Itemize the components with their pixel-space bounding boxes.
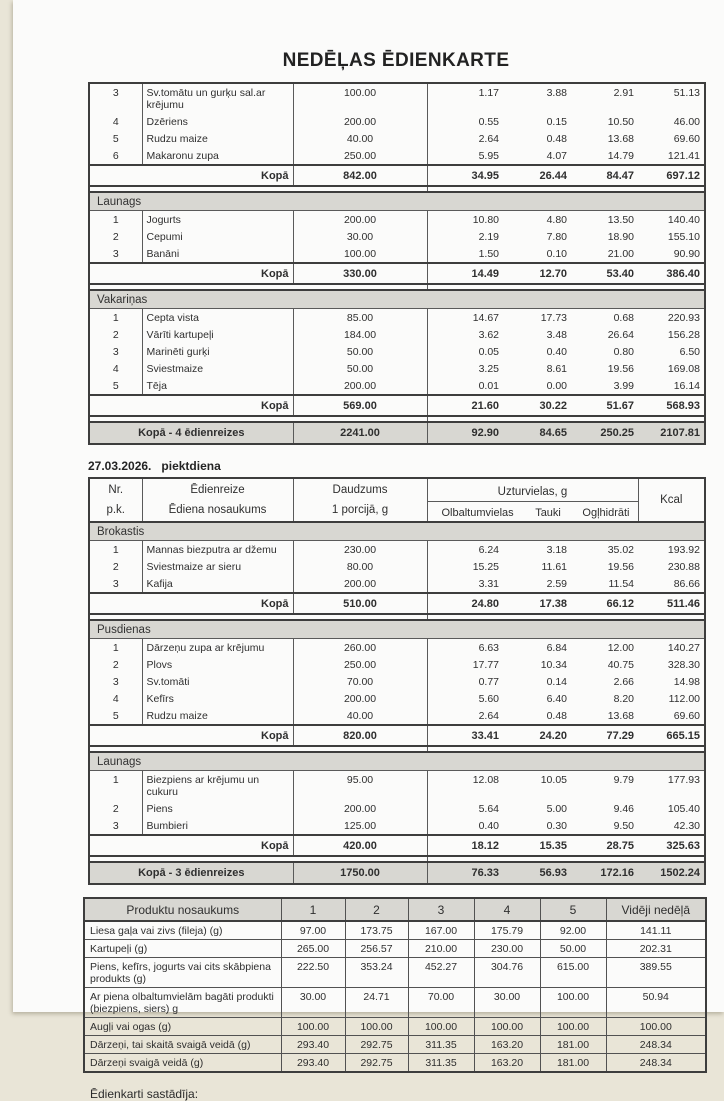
header-protein: Olbaltumvielas (441, 506, 514, 519)
product-day-2: 256.57 (345, 940, 408, 958)
menu-item-row: 3 Bumbieri 125.00 0.40 0.30 9.50 42.30 (89, 817, 705, 835)
item-kcal: 121.41 (667, 150, 700, 162)
product-row (84, 940, 706, 958)
section-rows-pusdienas (89, 639, 705, 726)
section-rows-launags (89, 211, 705, 264)
item-fat: 4.07 (546, 150, 567, 162)
product-day-3: 452.27 (408, 958, 474, 988)
item-name: Rudzu maize (142, 130, 293, 147)
product-name: Dārzeņi, tai skaitā svaigā veidā (g) (84, 1036, 281, 1054)
product-day-1: 293.40 (281, 1054, 345, 1073)
menu-item-row: 5 Rudzu maize 40.00 2.64 0.48 13.68 69.60 (89, 707, 705, 725)
date-value: 27.03.2026. (88, 459, 152, 473)
menu-item-row (89, 130, 705, 147)
section-total-row: Kopā 420.00 18.12 15.35 28.75 325.63 (89, 835, 705, 856)
header-nr: Nr. p.k. (89, 478, 142, 522)
menu-item-row: 2 Sviestmaize ar sieru 80.00 15.25 11.61 19.56 230.88 (89, 558, 705, 575)
menu-item-row: 4 Sviestmaize 50.00 3.25 8.61 19.56 169.08 (89, 360, 705, 377)
document-page (13, 0, 724, 1101)
menu-item-row: 3 Sv.tomāti 70.00 0.77 0.14 2.66 14.98 (89, 673, 705, 690)
product-day-4: 100.00 (474, 1018, 540, 1036)
product-row (84, 1018, 706, 1036)
item-kcal: 51.13 (673, 87, 700, 99)
product-name: Augļi vai ogas (g) (84, 1018, 281, 1036)
products-rows (84, 921, 706, 1072)
menu-table-friday (88, 477, 706, 885)
item-name: Dzēriens (142, 113, 293, 130)
product-day-1: 222.50 (281, 958, 345, 988)
product-day-3: 311.35 (408, 1054, 474, 1073)
section-total-row: Kopā 842.00 34.95 26.44 84.47 697.12 (89, 165, 705, 186)
item-kcal: 69.60 (673, 133, 700, 145)
product-day-2: 173.75 (345, 921, 408, 940)
section-label: Pusdienas (89, 620, 705, 639)
day-3-header: 3 (408, 898, 474, 921)
day-total-label: Kopā - 4 ēdienreizes (89, 422, 293, 444)
product-day-4: 30.00 (474, 988, 540, 1018)
menu-item-row (89, 83, 705, 113)
product-name: Kartupeļi (g) (84, 940, 281, 958)
header-fat: Tauki (535, 506, 561, 519)
item-carbs: 10.50 (607, 116, 634, 128)
item-nr: 3 (89, 83, 142, 113)
menu-item-row: 2 Vārīti kartupeļi 184.00 3.62 3.48 26.64 156.28 (89, 326, 705, 343)
menu-item-row: 3 Banāni 100.00 1.50 0.10 21.00 90.90 (89, 245, 705, 263)
section-label: Launags (89, 752, 705, 771)
product-day-5: 615.00 (540, 958, 606, 988)
section-total-row: Kopā 820.00 33.41 24.20 77.29 665.15 (89, 725, 705, 746)
table-header-row (89, 478, 705, 522)
page-title: NEDĒĻAS ĒDIENKARTE (282, 50, 510, 71)
product-weekly-avg: 389.55 (606, 958, 706, 988)
item-carbs: 2.91 (613, 87, 634, 99)
section-total-row: Kopā 510.00 24.80 17.38 66.12 511.46 (89, 593, 705, 614)
products-header-row (84, 898, 706, 921)
item-protein: 2.64 (478, 133, 499, 145)
item-nr: 4 (89, 113, 142, 130)
section-label: Brokastis (89, 522, 705, 541)
item-amount: 250.00 (293, 147, 427, 165)
menu-item-row (89, 113, 705, 130)
product-row (84, 988, 706, 1018)
section-total-row: Kopā 330.00 14.49 12.70 53.40 386.40 (89, 263, 705, 284)
day-4-header: 4 (474, 898, 540, 921)
item-amount: 100.00 (293, 83, 427, 113)
product-day-1: 265.00 (281, 940, 345, 958)
menu-item-row: 1 Biezpiens ar krējumu un cukuru 95.00 12.08 10.05 9.79 177.93 (89, 771, 705, 801)
product-day-2: 292.75 (345, 1054, 408, 1073)
section-label: Vakariņas (89, 290, 705, 309)
header-meal: Ēdienreize Ēdiena nosaukums (142, 478, 293, 522)
product-name: Liesa gaļa vai zivs (fileja) (g) (84, 921, 281, 940)
section-total-row: Kopā 569.00 21.60 30.22 51.67 568.93 (89, 395, 705, 416)
item-protein: 1.17 (478, 87, 499, 99)
item-carbs: 14.79 (607, 150, 634, 162)
menu-item-row: 1 Dārzeņu zupa ar krējumu 260.00 6.63 6.84 12.00 140.27 (89, 639, 705, 657)
product-weekly-avg: 248.34 (606, 1036, 706, 1054)
item-fat: 0.48 (546, 133, 567, 145)
product-day-2: 24.71 (345, 988, 408, 1018)
header-kcal: Kcal (638, 478, 705, 522)
product-name: Ar piena olbaltumvielām bagāti produkti (biezpiens, siers) g (84, 988, 281, 1018)
product-day-2: 353.24 (345, 958, 408, 988)
product-row (84, 1036, 706, 1054)
product-day-3: 210.00 (408, 940, 474, 958)
product-row (84, 958, 706, 988)
product-row (84, 921, 706, 940)
product-day-5: 181.00 (540, 1036, 606, 1054)
product-day-3: 100.00 (408, 1018, 474, 1036)
day-total-row: Kopā - 3 ēdienreizes 1750.00 76.33 56.93 172.16 1502.24 (89, 862, 705, 884)
header-amount: Daudzums 1 porcijā, g (293, 478, 427, 522)
menu-item-row: 1 Jogurts 200.00 10.80 4.80 13.50 140.40 (89, 211, 705, 229)
section-rows-brokastis (89, 541, 705, 594)
item-kcal: 46.00 (673, 116, 700, 128)
item-fat: 3.88 (546, 87, 567, 99)
product-day-5: 100.00 (540, 988, 606, 1018)
product-day-3: 167.00 (408, 921, 474, 940)
menu-item-row (89, 147, 705, 165)
menu-item-row: 2 Piens 200.00 5.64 5.00 9.46 105.40 (89, 800, 705, 817)
menu-item-row: 3 Marinēti gurķi 50.00 0.05 0.40 0.80 6.50 (89, 343, 705, 360)
product-day-2: 100.00 (345, 1018, 408, 1036)
composer-note: Ēdienkarti sastādīja: (90, 1087, 199, 1101)
product-day-1: 30.00 (281, 988, 345, 1018)
menu-item-row: 5 Tēja 200.00 0.01 0.00 3.99 16.14 (89, 377, 705, 395)
weekday-value: piektdiena (161, 459, 221, 473)
menu-item-row: 1 Mannas biezputra ar džemu 230.00 6.24 3.18 35.02 193.92 (89, 541, 705, 559)
product-day-1: 97.00 (281, 921, 345, 940)
product-day-3: 311.35 (408, 1036, 474, 1054)
day-5-header: 5 (540, 898, 606, 921)
menu-item-row: 3 Kafija 200.00 3.31 2.59 11.54 86.66 (89, 575, 705, 593)
products-table (83, 897, 707, 1073)
menu-item-row: 2 Cepumi 30.00 2.19 7.80 18.90 155.10 (89, 228, 705, 245)
product-day-4: 163.20 (474, 1036, 540, 1054)
item-fat: 0.15 (546, 116, 567, 128)
section-rows-vakarinas (89, 309, 705, 396)
product-weekly-avg: 50.94 (606, 988, 706, 1018)
item-protein: 0.55 (478, 116, 499, 128)
product-day-4: 304.76 (474, 958, 540, 988)
day-2-header: 2 (345, 898, 408, 921)
product-weekly-avg: 141.11 (606, 921, 706, 940)
product-weekly-avg: 100.00 (606, 1018, 706, 1036)
product-day-5: 50.00 (540, 940, 606, 958)
product-day-5: 181.00 (540, 1054, 606, 1073)
section-rows-launags2 (89, 771, 705, 836)
product-day-1: 293.40 (281, 1036, 345, 1054)
day-total-row: Kopā - 4 ēdienreizes 2241.00 92.90 84.65 250.25 2107.81 (89, 422, 705, 444)
day-1-header: 1 (281, 898, 345, 921)
product-name: Piens, kefīrs, jogurts vai cits skābpiena produkts (g) (84, 958, 281, 988)
product-day-4: 175.79 (474, 921, 540, 940)
total-label: Kopā (89, 165, 293, 186)
menu-item-row: 4 Kefīrs 200.00 5.60 6.40 8.20 112.00 (89, 690, 705, 707)
section-band-brokastis (89, 522, 705, 541)
item-name: Sv.tomātu un gurķu sal.ar krējumu (142, 83, 293, 113)
product-day-3: 70.00 (408, 988, 474, 1018)
item-name: Makaronu zupa (142, 147, 293, 165)
product-day-4: 163.20 (474, 1054, 540, 1073)
item-nr: 6 (89, 147, 142, 165)
product-day-5: 100.00 (540, 1018, 606, 1036)
header-carbs: Ogļhidrāti (582, 506, 630, 519)
product-row (84, 1054, 706, 1073)
menu-table-top (88, 82, 706, 445)
item-amount: 40.00 (293, 130, 427, 147)
section-label: Launags (89, 192, 705, 211)
product-day-2: 292.75 (345, 1036, 408, 1054)
item-protein: 5.95 (478, 150, 499, 162)
page-content (13, 0, 724, 1101)
section-band-launags2 (89, 752, 705, 771)
section-band-vakarinas (89, 290, 705, 309)
menu-item-row: 2 Plovs 250.00 17.77 10.34 40.75 328.30 (89, 656, 705, 673)
product-weekly-avg: 248.34 (606, 1054, 706, 1073)
header-nutrients: Uzturvielas, g Olbaltumvielas Tauki Ogļhidrāti (427, 478, 638, 522)
item-amount: 200.00 (293, 113, 427, 130)
product-day-1: 100.00 (281, 1018, 345, 1036)
product-name: Dārzeņi svaigā veidā (g) (84, 1054, 281, 1073)
menu-item-row: 1 Cepta vista 85.00 14.67 17.73 0.68 220.93 (89, 309, 705, 327)
date-heading (88, 459, 724, 473)
product-day-5: 92.00 (540, 921, 606, 940)
section-band-launags (89, 192, 705, 211)
product-day-4: 230.00 (474, 940, 540, 958)
item-nr: 5 (89, 130, 142, 147)
products-name-header: Produktu nosaukums (84, 898, 281, 921)
section-rows-continuation (89, 83, 705, 165)
section-band-pusdienas (89, 620, 705, 639)
item-carbs: 13.68 (607, 133, 634, 145)
product-weekly-avg: 202.31 (606, 940, 706, 958)
day-total-label: Kopā - 3 ēdienreizes (89, 862, 293, 884)
weekly-average-header: Vidēji nedēļā (606, 898, 706, 921)
